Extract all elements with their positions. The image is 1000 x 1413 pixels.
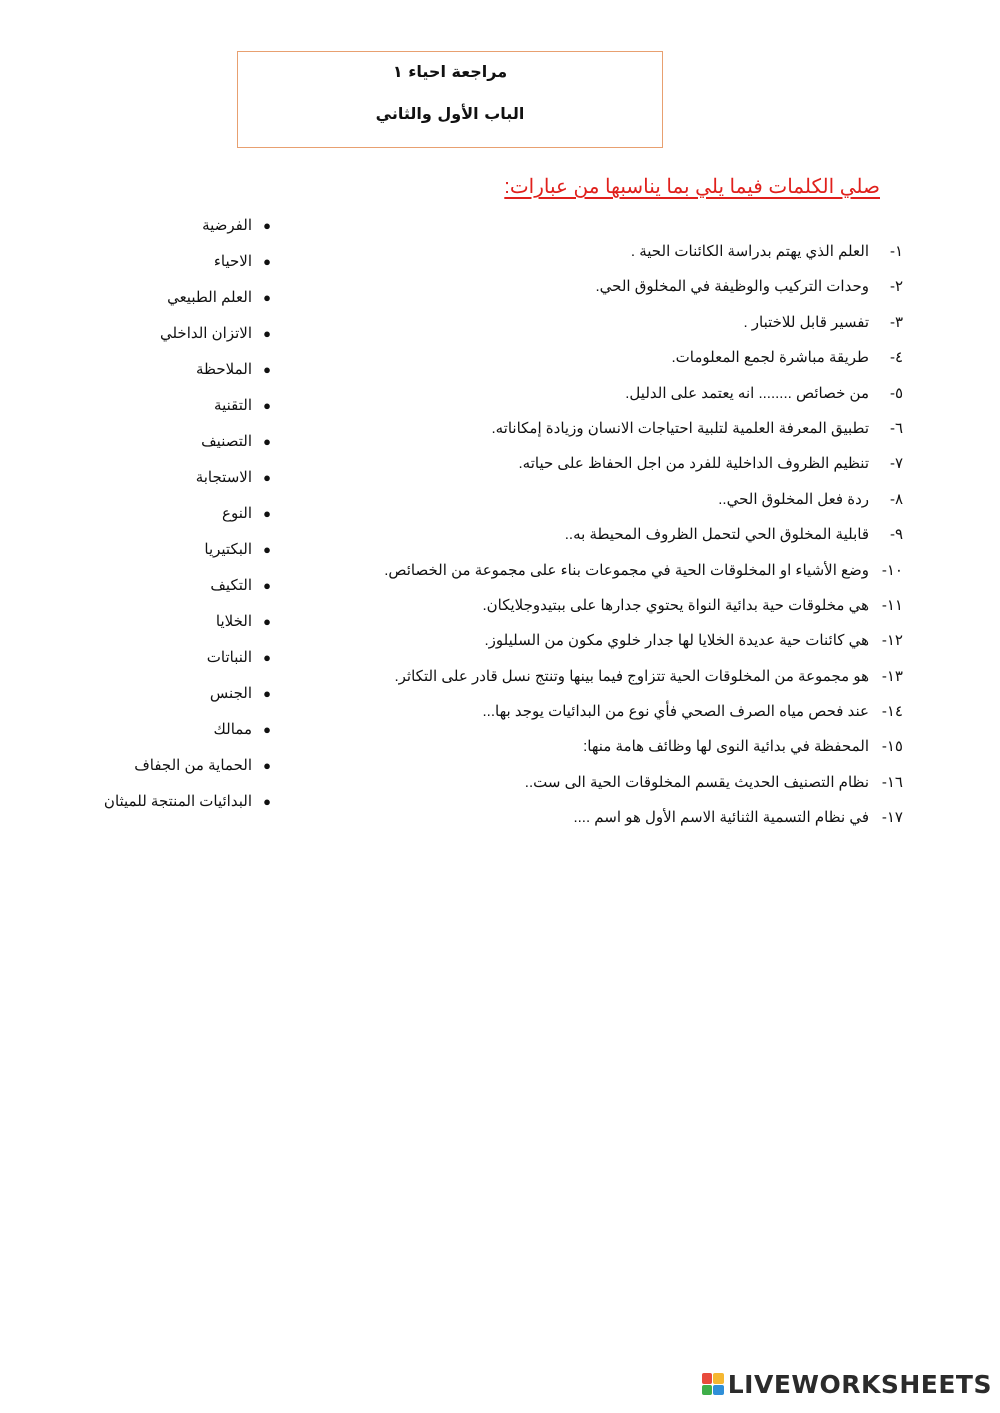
statement-number: ٢- <box>889 278 903 296</box>
word-bank-label: التكيف <box>210 577 252 594</box>
statement-number: ١٢- <box>881 632 903 650</box>
bullet-icon: ● <box>263 722 271 737</box>
logo-text: LIVEWORKSHEETS <box>727 1369 992 1399</box>
bullet-icon: ● <box>263 794 271 809</box>
statement-number: ١٣- <box>881 667 903 685</box>
word-bank-label: الاستجابة <box>195 469 252 486</box>
word-bank-label: الجنس <box>209 685 252 702</box>
statement-number: ٩- <box>889 526 903 544</box>
word-bank-label: العلم الطبيعي <box>167 289 252 306</box>
word-bank-label: الاحياء <box>213 253 252 270</box>
bullet-icon: ● <box>263 578 271 593</box>
statement-text: هو مجموعة من المخلوقات الحية تتزاوج فيما بينها وتنتج نسل قادر على التكاثر. <box>394 667 869 685</box>
statement-item <box>323 735 903 770</box>
word-bank-label: التقنية <box>214 397 252 414</box>
statement-text: عند فحص مياه الصرف الصحي فأي نوع من البدائيات يوجد بها... <box>482 703 869 721</box>
statement-item <box>323 452 903 487</box>
logo-square <box>702 1373 713 1384</box>
word-bank-item[interactable] <box>104 790 282 826</box>
statement-number: ٥- <box>889 384 903 402</box>
bullet-icon: ● <box>263 758 271 773</box>
bullet-icon: ● <box>263 470 271 485</box>
statement-number: ١٤- <box>881 703 903 721</box>
bullet-icon: ● <box>263 614 271 629</box>
bullet-icon: ● <box>263 542 271 557</box>
bullet-icon: ● <box>263 398 271 413</box>
word-bank-item[interactable] <box>104 682 282 718</box>
word-bank-item[interactable] <box>104 394 282 430</box>
statement-text: طريقة مباشرة لجمع المعلومات. <box>671 349 869 367</box>
statement-text: نظام التصنيف الحديث يقسم المخلوقات الحية الى ست.. <box>524 773 869 791</box>
title-box <box>237 51 663 148</box>
liveworksheets-logo-icon <box>702 1373 724 1395</box>
statement-text: هي مخلوقات حية بدائية النواة يحتوي جدارها على ببتيدوجلايكان. <box>482 596 869 614</box>
statement-item <box>323 771 903 806</box>
bullet-icon: ● <box>263 686 271 701</box>
bullet-icon: ● <box>263 650 271 665</box>
word-bank-item[interactable] <box>104 718 282 754</box>
word-bank-item[interactable] <box>104 322 282 358</box>
statement-text: تنظيم الظروف الداخلية للفرد من اجل الحفاظ على حياته. <box>518 455 869 473</box>
statement-text: العلم الذي يهتم بدراسة الكائنات الحية . <box>630 243 869 260</box>
statement-item <box>323 311 903 346</box>
statement-item <box>323 806 903 841</box>
statement-item <box>323 346 903 381</box>
statement-item <box>323 523 903 558</box>
word-bank-item[interactable] <box>104 466 282 502</box>
worksheet-subtitle: الباب الأول والثاني <box>375 104 525 123</box>
word-bank-item[interactable] <box>104 286 282 322</box>
statement-item <box>323 594 903 629</box>
statements-list <box>323 240 903 842</box>
statement-text: في نظام التسمية الثنائية الاسم الأول هو اسم .... <box>573 809 869 827</box>
statement-number: ٤- <box>889 349 903 367</box>
statement-text: وضع الأشياء او المخلوقات الحية في مجموعات بناء على مجموعة من الخصائص. <box>384 561 869 579</box>
word-bank-label: الفرضية <box>202 217 252 234</box>
statement-text: قابلية المخلوق الحي لتحمل الظروف المحيطة به.. <box>564 526 869 544</box>
bullet-icon: ● <box>263 506 271 521</box>
word-bank-item[interactable] <box>104 214 282 250</box>
word-bank-label: البدائيات المنتجة للميثان <box>103 793 252 810</box>
liveworksheets-logo <box>702 1369 992 1399</box>
worksheet-title: مراجعة احياء ١ <box>392 62 508 81</box>
statement-text: المحفظة في بدائية النوى لها وظائف هامة منها: <box>583 738 869 756</box>
logo-square <box>702 1385 713 1396</box>
word-bank-item[interactable] <box>104 574 282 610</box>
statement-text: تطبيق المعرفة العلمية لتلبية احتياجات الانسان وزيادة إمكاناته. <box>491 419 869 437</box>
statement-number: ١٦- <box>881 773 903 791</box>
bullet-icon: ● <box>263 434 271 449</box>
word-bank-label: الخلايا <box>215 613 252 630</box>
statement-number: ١١- <box>881 596 903 614</box>
bullet-icon: ● <box>263 218 271 233</box>
instruction-text: صلي الكلمات فيما يلي بما يناسبها من عبارات: <box>504 176 880 198</box>
statement-number: ١٧- <box>881 809 903 827</box>
statement-number: ١- <box>889 243 903 260</box>
statement-item <box>323 629 903 664</box>
word-bank-item[interactable] <box>104 646 282 682</box>
statement-item <box>323 275 903 310</box>
word-bank-list <box>104 214 282 826</box>
word-bank-label: النوع <box>222 505 252 522</box>
statement-number: ٧- <box>889 455 903 473</box>
word-bank-item[interactable] <box>104 250 282 286</box>
word-bank-item[interactable] <box>104 610 282 646</box>
statement-number: ٨- <box>889 490 903 508</box>
statement-number: ١٠- <box>881 561 903 579</box>
statement-item <box>323 488 903 523</box>
word-bank-label: التصنيف <box>201 433 252 450</box>
word-bank-item[interactable] <box>104 430 282 466</box>
statement-item <box>323 382 903 417</box>
bullet-icon: ● <box>263 326 271 341</box>
statement-item <box>323 559 903 594</box>
statement-text: وحدات التركيب والوظيفة في المخلوق الحي. <box>595 278 869 296</box>
bullet-icon: ● <box>263 254 271 269</box>
statement-item <box>323 240 903 275</box>
statement-number: ٣- <box>889 313 903 331</box>
statement-text: هي كائنات حية عديدة الخلايا لها جدار خلوي مكون من السليلوز. <box>484 632 869 650</box>
logo-square <box>713 1373 724 1384</box>
word-bank-label: الملاحظة <box>196 361 252 378</box>
word-bank-item[interactable] <box>104 358 282 394</box>
bullet-icon: ● <box>263 290 271 305</box>
statement-item <box>323 665 903 700</box>
statement-text: ردة فعل المخلوق الحي.. <box>718 490 869 508</box>
word-bank-item[interactable] <box>104 502 282 538</box>
statement-number: ٦- <box>889 419 903 437</box>
word-bank-item[interactable] <box>104 754 282 790</box>
statement-text: تفسير قابل للاختبار . <box>743 313 869 331</box>
statement-text: من خصائص ........ انه يعتمد على الدليل. <box>625 384 869 402</box>
word-bank-label: ممالك <box>213 721 252 738</box>
statement-number: ١٥- <box>881 738 903 756</box>
word-bank-item[interactable] <box>104 538 282 574</box>
word-bank-label: النباتات <box>206 649 252 666</box>
statement-item <box>323 700 903 735</box>
bullet-icon: ● <box>263 362 271 377</box>
statement-item <box>323 417 903 452</box>
word-bank-label: الاتزان الداخلي <box>159 325 252 342</box>
word-bank-label: البكتيريا <box>204 541 252 558</box>
logo-square <box>713 1385 724 1396</box>
word-bank-label: الحماية من الجفاف <box>134 757 252 774</box>
